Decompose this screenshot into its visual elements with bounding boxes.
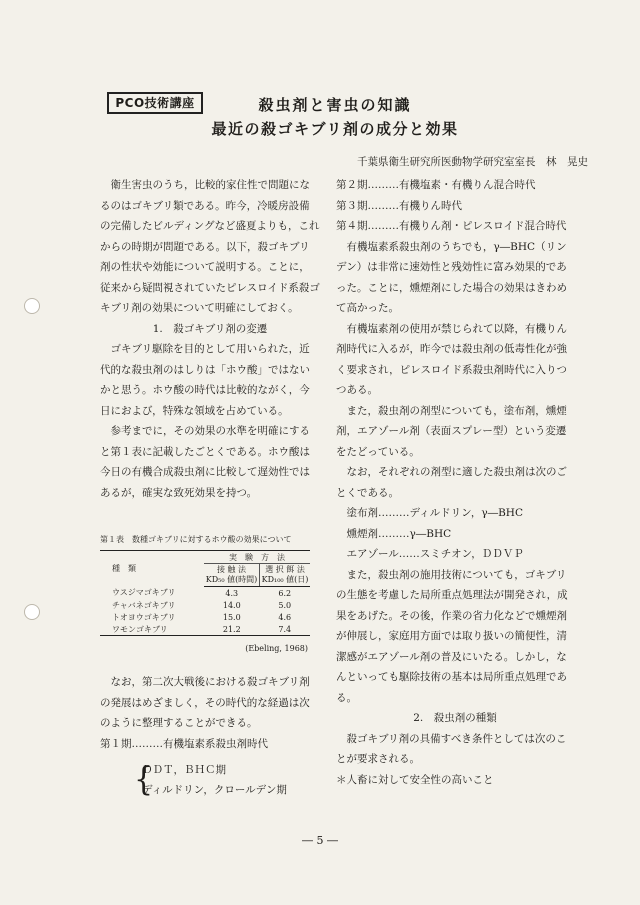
page-number: ― 5 ―	[302, 834, 338, 847]
species-cell: ウスジマゴキブリ	[112, 588, 176, 598]
author-line: 千葉県衛生研究所医動物学研究室室長 林 晃史	[357, 156, 588, 168]
series-badge: PCO技術講座	[107, 92, 203, 114]
column-header-feeding	[260, 564, 310, 587]
right-paragraph-3: また，殺虫剤の剤型についても，塗布剤，燻煙剤，エアゾール剤（表面スプレー型）という変遷をたどっている。	[336, 404, 567, 458]
species-cell: チャバネゴキブリ	[112, 600, 176, 610]
after-table-paragraph: なお，第二次大戦後における殺ゴキブリ剤の発展はめざましく，その時代的な経過は次のように整理することができる。	[100, 676, 310, 729]
right-paragraph-1: 有機塩素系殺虫剤のうちでも，γ―BHC（リンデン）は非常に速効性と残効性に富み効果的であった。ことに，燻煙剤にした場合の効果はきわめて高かった。	[336, 240, 567, 314]
feeding-unit: KD₁₀₀ 値(日)	[261, 575, 309, 584]
left-column-lower	[100, 672, 320, 754]
section-2-item: ＊人畜に対して安全性の高いこと	[336, 773, 494, 786]
left-column	[100, 175, 320, 503]
article-title: 殺虫剤と害虫の知識	[258, 96, 412, 114]
contact-unit: KD₅₀ 値(時間)	[205, 575, 258, 584]
contact-value: 21.2	[222, 624, 241, 634]
column-header-species: 種 類	[112, 564, 136, 574]
period-3-line: 第３期………有機りん時代	[336, 199, 462, 212]
formulation-line: 塗布剤………ディルドリン，γ―BHC	[346, 507, 524, 519]
column-header-contact	[204, 564, 260, 587]
feeding-value: 6.2	[278, 588, 292, 598]
column-header-method: 実 験 方 法	[204, 551, 310, 564]
period-1-item: ディルドリン，クロールデン期	[142, 784, 287, 796]
feeding-value: 7.4	[278, 624, 292, 634]
table-row	[100, 587, 310, 600]
section-1-paragraph-1: ゴキブリ駆除を目的として用いられた，近代的な殺虫剤のはしりは「ホウ酸」ではないかと思う。ホウ酸の時代は比較的ながく，今日におよび，特殊な領域を占めている。	[100, 343, 310, 417]
intro-paragraph: 衛生害虫のうち，比較的家住性で問題になるのはゴキブリ類である。昨今，冷暖房設備の完備したビルディングなど盛夏よりも，これからの時期が問題である。以下，殺ゴキブリ剤の性状や効能について説明する。ことに，従来から疑問視されていたピレスロイド系殺ゴキブリ剤の効果について明確にしておく。	[100, 179, 320, 314]
right-column	[336, 175, 574, 790]
species-cell: ワモンゴキブリ	[112, 624, 168, 634]
right-paragraph-4: なお，それぞれの剤型に適した殺虫剤は次のごとくである。	[336, 466, 567, 499]
feeding-label: 選 択 餌 法	[265, 565, 305, 574]
contact-value: 15.0	[222, 612, 241, 622]
formulation-line: 燻煙剤………γ―BHC	[346, 527, 452, 540]
section-1-paragraph-2: 参考までに，その効果の水準を明確にすると第１表に記載したごとくである。ホウ酸は今日の有機合成殺虫剤に比較して遅効性ではあるが，確実な致死効果を持つ。	[100, 425, 310, 499]
brace-icon: {	[134, 760, 154, 799]
punch-hole-icon	[24, 604, 40, 620]
contact-value: 4.3	[225, 588, 239, 598]
table-row	[100, 623, 310, 636]
feeding-value: 5.0	[278, 600, 292, 610]
period-2-line: 第２期………有機塩素・有機りん混合時代	[336, 179, 536, 191]
section-2-paragraph: 殺ゴキブリ剤の具備すべき条件としては次のことが要求される。	[336, 732, 567, 765]
table-row	[100, 599, 310, 611]
contact-value: 14.0	[222, 600, 241, 610]
section-2-heading: 2. 殺虫剤の種類	[413, 712, 497, 724]
period-1-line: 第１期………有機塩素系殺虫剤時代	[100, 737, 268, 750]
period-4-line: 第４期………有機りん剤・ピレスロイド混合時代	[336, 220, 567, 232]
table-source: (Ebeling, 1968)	[245, 644, 308, 653]
table-row	[100, 611, 310, 623]
feeding-value: 4.6	[278, 612, 292, 622]
table-1	[100, 534, 320, 653]
section-1-heading: 1. 殺ゴキブリ剤の変遷	[152, 322, 268, 335]
species-cell: トオヨウゴキブリ	[112, 612, 176, 622]
right-paragraph-2: 有機塩素剤の使用が禁じられて以降，有機りん剤時代に入るが，昨今では殺虫剤の低毒性化が強く要求され，ピレスロイド系殺虫剤時代に入りつつある。	[336, 322, 567, 396]
period-1-item: ＤＤＴ，ＢＨＣ期	[142, 764, 226, 776]
article-subtitle: 最近の殺ゴキブリ剤の成分と効果	[211, 120, 459, 138]
contact-label: 接 触 法	[216, 565, 247, 574]
table-caption: 第１表 数種ゴキブリに対するホウ酸の効果について	[100, 535, 292, 544]
boric-acid-effect-table	[100, 550, 310, 636]
punch-hole-icon	[24, 298, 40, 314]
period-1-subitems	[134, 760, 322, 800]
right-paragraph-5: また，殺虫剤の施用技術についても，ゴキブリの生態を考慮した局所重点処理法が開発され，成果をあげた。その後，作業の省力化などで燻煙剤が伸展し，家庭用方面では取り扱いの簡便性，清潔感がエアゾール剤の普及にいたる。しかし，なんといっても駆除技術の基本は局所重点処理である。	[336, 568, 568, 704]
formulation-line: エアゾール……スミチオン，ＤＤＶＰ	[346, 548, 524, 560]
